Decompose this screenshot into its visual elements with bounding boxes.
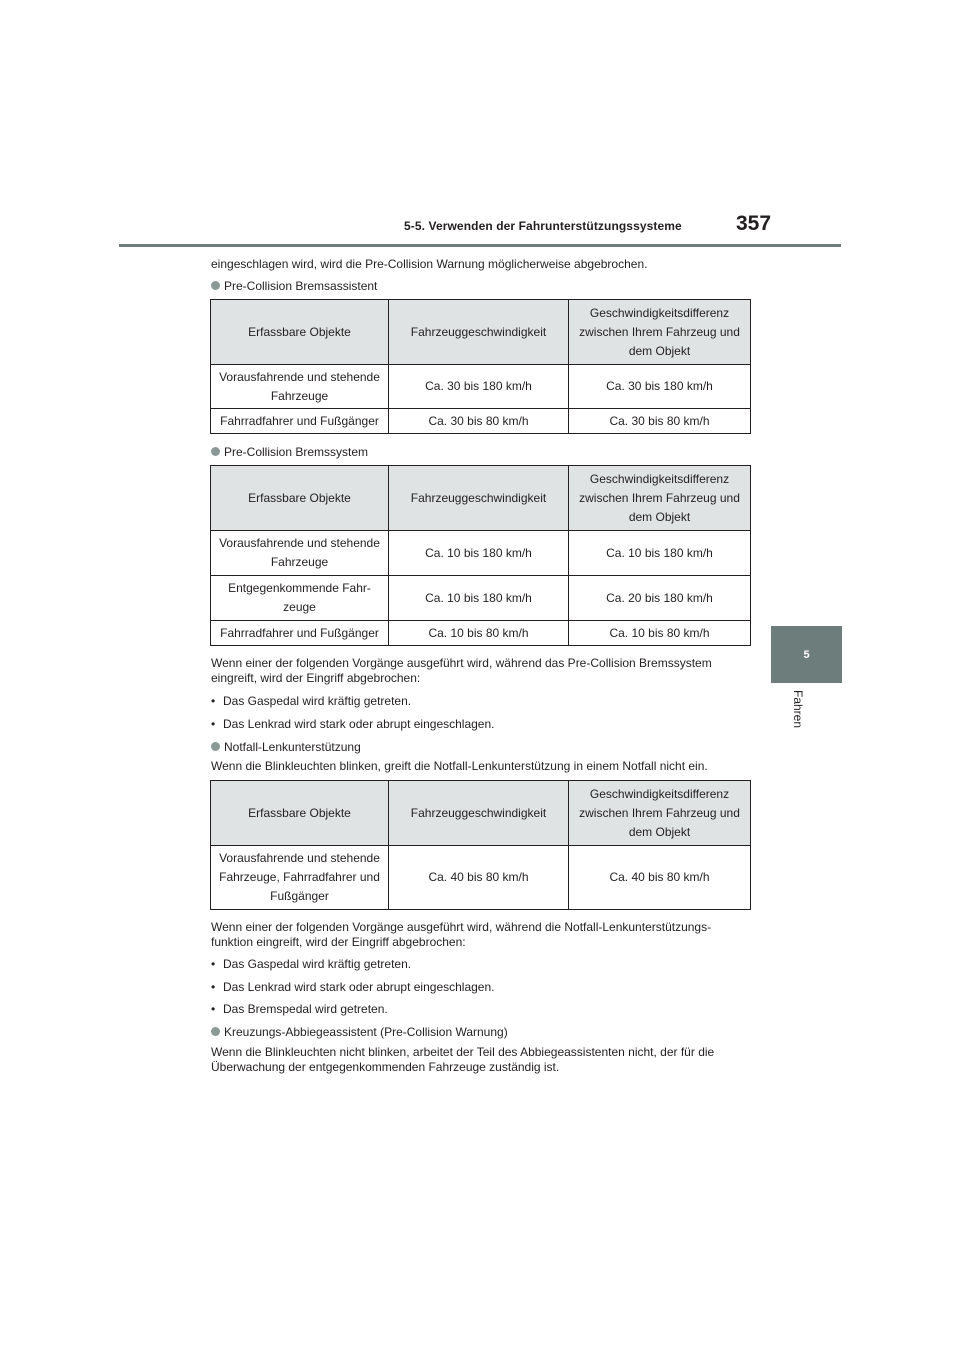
section1-heading: Pre-Collision Bremsassistent	[211, 279, 751, 294]
page-number: 357	[736, 212, 772, 235]
section-title: 5-5. Verwenden der Fahrunterstützungssysteme	[404, 219, 682, 233]
table-header-cell: Fahrzeuggeschwindigkeit	[389, 300, 569, 365]
table-header-cell: Fahrzeuggeschwindigkeit	[389, 781, 569, 846]
table-cell: Ca. 30 bis 80 km/h	[569, 409, 751, 434]
table-cell: Ca. 30 bis 180 km/h	[569, 365, 751, 409]
list-item: • Das Lenkrad wird stark oder abrupt eingeschlagen.	[211, 717, 495, 731]
table-cell: Fahrradfahrer und Fußgänger	[211, 621, 389, 646]
chapter-tab	[771, 626, 842, 683]
list-item: • Das Gaspedal wird kräftig getreten.	[211, 957, 412, 971]
section2-table	[210, 465, 751, 646]
section2-note: Wenn einer der folgenden Vorgänge ausgeführt wird, während das Pre-Collision Bremssystem eingreift, wird der Eingriff abgebrochen:	[211, 656, 712, 685]
table-cell: Ca. 10 bis 80 km/h	[389, 621, 569, 646]
section2-heading: Pre-Collision Bremssystem	[211, 445, 751, 460]
table-cell: Vorausfahrende und stehende Fahrzeuge	[211, 531, 389, 576]
table-cell: Vorausfahrende und stehende Fahrzeuge	[211, 365, 389, 409]
table-cell: Ca. 10 bis 180 km/h	[389, 576, 569, 621]
table-cell: Entgegenkommende Fahr-zeuge	[211, 576, 389, 621]
section3-table	[210, 780, 751, 910]
bullet-icon	[211, 1027, 220, 1036]
table-header-cell: Erfassbare Objekte	[211, 300, 389, 365]
table-header-cell: Geschwindigkeitsdifferenz zwischen Ihrem Fahrzeug und dem Objekt	[569, 781, 751, 846]
table-cell: Ca. 40 bis 80 km/h	[569, 846, 751, 910]
table-header-cell: Geschwindigkeitsdifferenz zwischen Ihrem Fahrzeug und dem Objekt	[569, 466, 751, 531]
table-header-cell: Geschwindigkeitsdifferenz zwischen Ihrem Fahrzeug und dem Objekt	[569, 300, 751, 365]
table-row	[211, 365, 751, 409]
table-header-row	[211, 781, 751, 846]
table-cell: Ca. 40 bis 80 km/h	[389, 846, 569, 910]
chapter-number: 5	[803, 648, 810, 661]
table-row	[211, 409, 751, 434]
bullet-icon	[211, 447, 220, 456]
table-row	[211, 846, 751, 910]
table-cell: Ca. 10 bis 180 km/h	[569, 531, 751, 576]
table-header-cell: Erfassbare Objekte	[211, 466, 389, 531]
section4-text: Wenn die Blinkleuchten nicht blinken, arbeitet der Teil des Abbiegeassistenten nicht, der für die Überwachung der entgegenkommenden Fahrzeuge zuständig ist.	[211, 1045, 715, 1074]
bullet-icon	[211, 281, 220, 290]
chapter-label: Fahren	[791, 690, 805, 729]
table-cell: Ca. 30 bis 80 km/h	[389, 409, 569, 434]
table-cell: Ca. 30 bis 180 km/h	[389, 365, 569, 409]
table-cell: Ca. 10 bis 180 km/h	[389, 531, 569, 576]
bullet-icon	[211, 742, 220, 751]
section3-note: Wenn einer der folgenden Vorgänge ausgeführt wird, während die Notfall-Lenkunterstützungs-funktion eingreift, wird der Eingriff abgebrochen:	[211, 920, 712, 949]
table-header-cell: Fahrzeuggeschwindigkeit	[389, 466, 569, 531]
header-rule	[119, 244, 841, 247]
table-cell: Fahrradfahrer und Fußgänger	[211, 409, 389, 434]
section4-heading: Kreuzungs-Abbiegeassistent (Pre-Collision Warnung)	[211, 1025, 751, 1040]
table-cell: Vorausfahrende und stehende Fahrzeuge, Fahrradfahrer und Fußgänger	[211, 846, 389, 910]
section3-intro: Wenn die Blinkleuchten blinken, greift die Notfall-Lenkunterstützung in einem Notfall nicht ein.	[211, 759, 708, 773]
list-item: • Das Bremspedal wird getreten.	[211, 1002, 388, 1016]
table-row	[211, 576, 751, 621]
table-header-row	[211, 466, 751, 531]
table-header-cell: Erfassbare Objekte	[211, 781, 389, 846]
intro-text: eingeschlagen wird, wird die Pre-Collision Warnung möglicherweise abgebrochen.	[211, 257, 648, 271]
section3-heading: Notfall-Lenkunterstützung	[211, 740, 751, 755]
table-row	[211, 531, 751, 576]
list-item: • Das Gaspedal wird kräftig getreten.	[211, 694, 412, 708]
section1-table	[210, 299, 751, 434]
list-item: • Das Lenkrad wird stark oder abrupt eingeschlagen.	[211, 980, 495, 994]
table-cell: Ca. 10 bis 80 km/h	[569, 621, 751, 646]
table-row	[211, 621, 751, 646]
table-cell: Ca. 20 bis 180 km/h	[569, 576, 751, 621]
table-header-row	[211, 300, 751, 365]
